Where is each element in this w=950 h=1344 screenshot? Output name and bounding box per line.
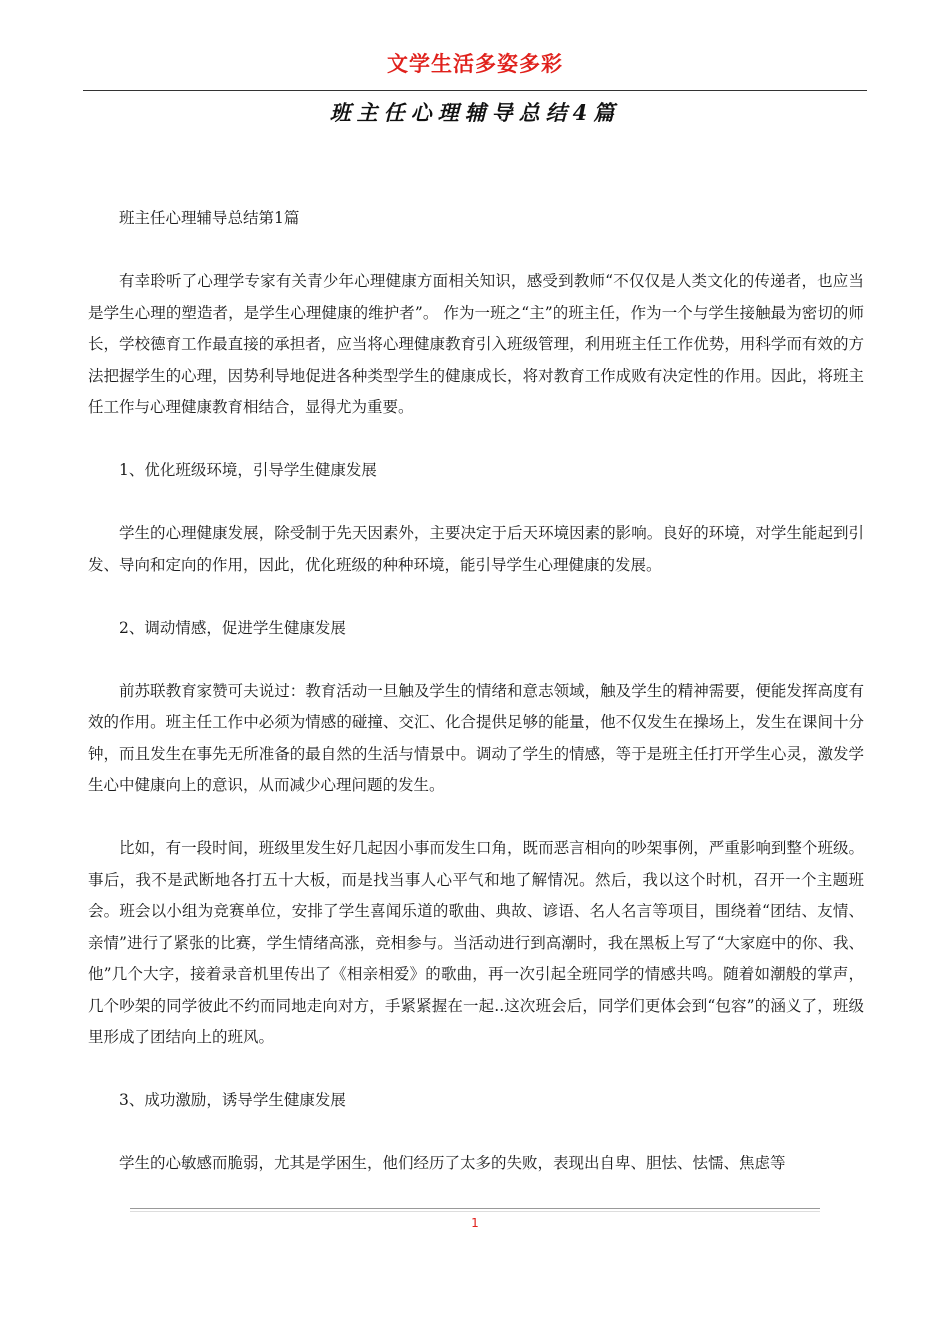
body-paragraph: 比如，有一段时间，班级里发生好几起因小事而发生口角，既而恶言相向的吵架事例，严重影响到整个班级。事后，我不是武断地各打五十大板，而是找当事人心平气和地了解情况。然后，我以这个时机，召开一个主题班会。班会以小组为竞赛单位，安排了学生喜闻乐道的歌曲、典故、谚语、名人名言等项目，围绕着“团结、友情、亲情”进行了紧张的比赛，学生情绪高涨，竞相参与。当活动进行到高潮时，我在黑板上写了“大家庭中的你、我、他”几个大字，接着录音机里传出了《相亲相爱》的歌曲，再一次引起全班同学的情感共鸣。随着如潮般的掌声，几个吵架的同学彼此不约而同地走向对方，手紧紧握在一起..这次班会后，同学们更体会到“包容”的涵义了，班级里形成了团结向上的班风。 (88, 839, 864, 1046)
page-number: 1 (471, 1216, 479, 1230)
section-heading: 班主任心理辅导总结第1篇 (119, 209, 300, 227)
document-title: 班主任心理辅导总结4篇 (329, 100, 621, 125)
section-heading: 3、成功激励，诱导学生健康发展 (119, 1091, 346, 1109)
footer-divider-shadow (130, 1211, 820, 1212)
body-paragraph: 前苏联教育家赞可夫说过：教育活动一旦触及学生的情绪和意志领域，触及学生的精神需要，便能发挥高度有效的作用。班主任工作中必须为情感的碰撞、交汇、化合提供足够的能量，他不仅发生在操场上，发生在课间十分钟，而且发生在事先无所准备的最自然的生活与情景中。调动了学生的情感，等于是班主任打开学生心灵，激发学生心中健康向上的意识，从而减少心理问题的发生。 (88, 681, 864, 794)
section-heading: 2、调动情感，促进学生健康发展 (119, 618, 346, 637)
body-paragraph: 有幸聆听了心理学专家有关青少年心理健康方面相关知识，感受到教师“不仅仅是人类文化的传递者，也应当是学生心理的塑造者，是学生心理健康的维护者”。 作为一班之“主”的班主任，作为一个与学生接触最为密切的师长，学校德育工作最直接的承担者，应当将心理健康教育引入班级管理，利用班主任工作优势，用科学而有效的方法把握学生的心理，因势利导地促进各种类型学生的健康成长，将对教育工作成败有决定性的作用。因此，将班主任工作与心理健康教育相结合，显得尤为重要。 (88, 272, 864, 416)
body-paragraph: 学生的心敏感而脆弱，尤其是学困生，他们经历了太多的失败，表现出自卑、胆怯、怯懦、焦虑等 (119, 1154, 786, 1172)
document-body (88, 203, 864, 1180)
footer-divider (130, 1208, 820, 1209)
site-title: 文学生活多姿多彩 (387, 52, 563, 76)
body-paragraph: 学生的心理健康发展，除受制于先天因素外，主要决定于后天环境因素的影响。良好的环境，对学生能起到引发、导向和定向的作用，因此，优化班级的种种环境，能引导学生心理健康的发展。 (88, 524, 864, 574)
section-heading: 1、优化班级环境，引导学生健康发展 (119, 461, 377, 479)
header-divider (83, 90, 867, 91)
